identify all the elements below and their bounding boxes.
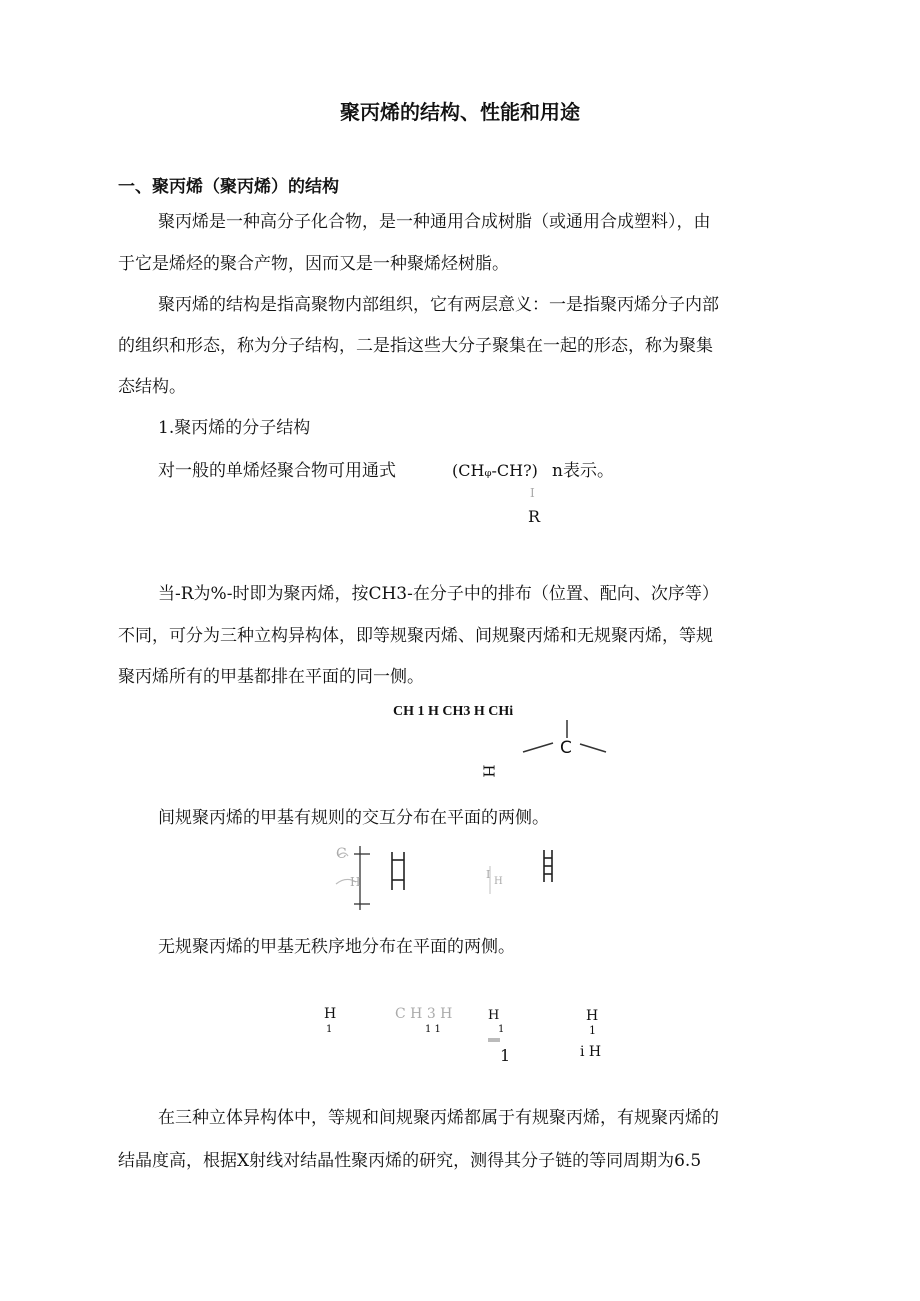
subheading-molecular-structure: 1.聚丙烯的分子结构 [158,418,311,438]
paragraph-4-line-1: 当-R为%-时即为聚丙烯，按CH3-在分子中的排布（位置、配向、次序等） [158,584,719,604]
page-title: 聚丙烯的结构、性能和用途 [340,100,580,124]
syndiotactic-label-h2: H [494,876,503,887]
paragraph-4-line-2: 不同，可分为三种立构异构体，即等规聚丙烯、间规聚丙烯和无规聚丙烯，等规 [118,626,713,646]
atactic-sub-2: 1 1 [425,1024,441,1035]
paragraph-2-line-3: 态结构。 [118,377,186,397]
section-heading: 一、聚丙烯（聚丙烯）的结构 [118,177,339,197]
paragraph-2-line-1: 聚丙烯的结构是指高聚物内部组织，它有两层意义：一是指聚丙烯分子内部 [158,295,719,315]
atactic-sub-3: 1 [498,1024,505,1035]
syndiotactic-label-h: H [350,875,361,889]
isotactic-figure-label: CH 1 H CH3 H CHi [393,704,514,719]
paragraph-3-suffix: n表示。 [552,461,614,481]
general-formula: (CHᵩ-CH?) [452,461,538,480]
atactic-sub-1: 1 [326,1024,333,1035]
paragraph-4-line-3: 聚丙烯所有的甲基都排在平面的同一侧。 [118,667,424,687]
formula-r-group: R [528,507,541,526]
atactic-ih: i H [580,1044,602,1060]
isotactic-carbon-label: C [560,738,572,758]
paragraph-7-line-1: 在三种立体异构体中，等规和间规聚丙烯都属于有规聚丙烯，有规聚丙烯的 [158,1108,719,1128]
atactic-one: 1 [500,1046,511,1065]
atactic-h-3: H [586,1008,599,1024]
paragraph-6: 无规聚丙烯的甲基无秩序地分布在平面的两侧。 [158,937,515,957]
syndiotactic-label-c: C [336,846,347,862]
paragraph-2-line-2: 的组织和形态，称为分子结构，二是指这些大分子聚集在一起的形态，称为聚集 [118,336,713,356]
paragraph-1-line-1: 聚丙烯是一种高分子化合物，是一种通用合成树脂（或通用合成塑料），由 [158,212,711,232]
atactic-faint-mark [488,1038,500,1042]
paragraph-5: 间规聚丙烯的甲基有规则的交互分布在平面的两侧。 [158,808,549,828]
atactic-sub-4: 1 [589,1024,596,1037]
paragraph-1-line-2: 于它是烯烃的聚合产物，因而又是一种聚烯烃树脂。 [118,254,509,274]
paragraph-7-line-2: 结晶度高，根据X射线对结晶性聚丙烯的研究，测得其分子链的等同周期为6.5 [118,1151,702,1171]
paragraph-3-text: 对一般的单烯烃聚合物可用通式 [158,461,396,481]
atactic-h-1: H [324,1006,337,1022]
syndiotactic-label-i: I [486,868,491,881]
atactic-h-2: H [488,1008,500,1023]
formula-bond-bar: I [530,486,535,500]
isotactic-rotated-h: H [479,764,498,778]
syndiotactic-bond-diagram [330,844,560,914]
atactic-ch3h: C H 3 H [395,1006,453,1022]
